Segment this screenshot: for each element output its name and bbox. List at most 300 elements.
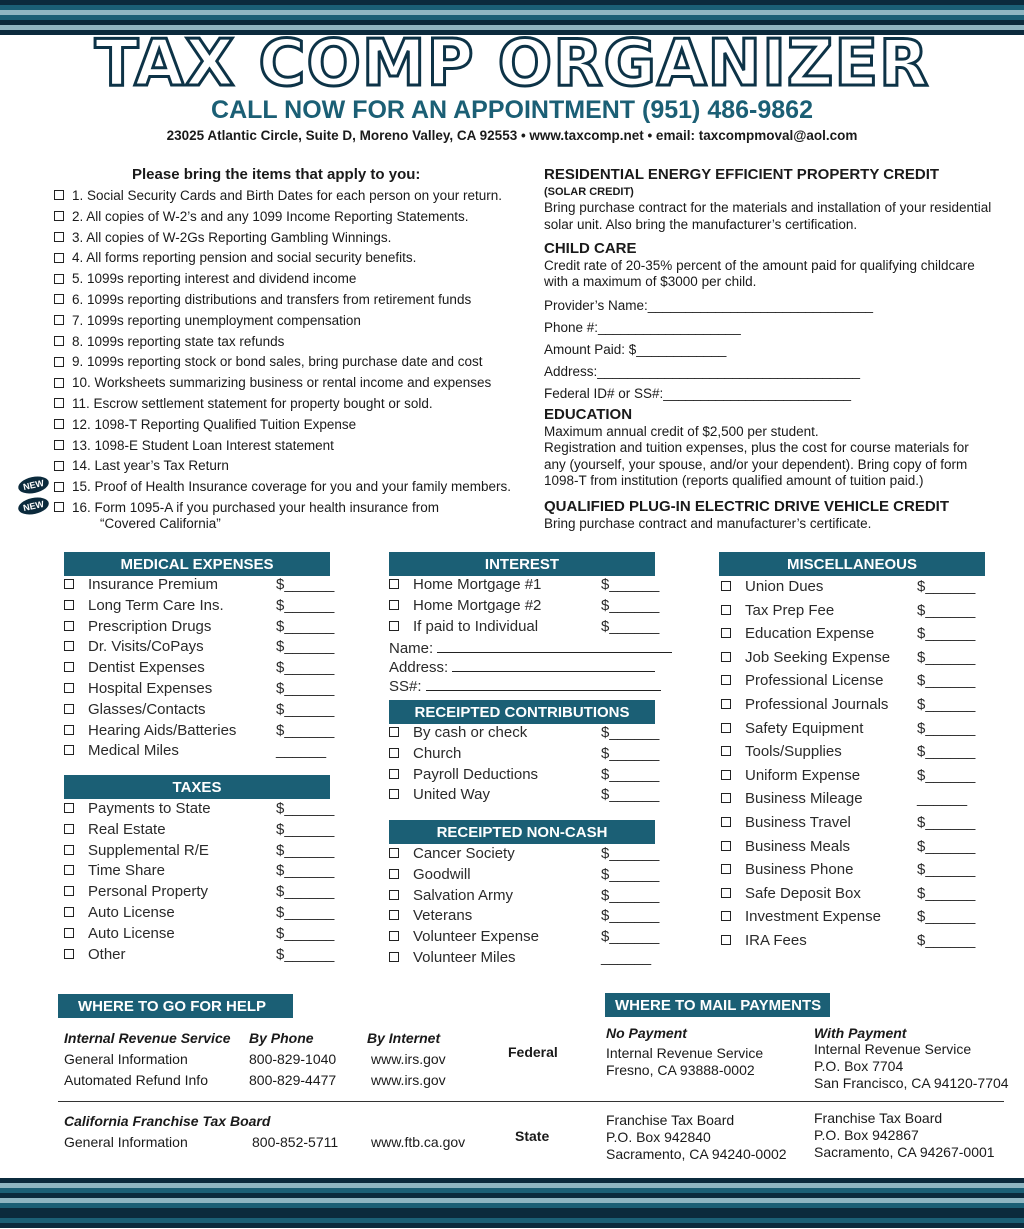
table-row bbox=[389, 744, 660, 766]
row-label: Education Expense bbox=[745, 625, 875, 643]
amount-field[interactable]: $______ bbox=[276, 862, 335, 880]
table-row bbox=[64, 800, 335, 821]
checkbox[interactable] bbox=[64, 579, 74, 589]
amount-field[interactable]: $______ bbox=[601, 886, 660, 904]
amount-field[interactable]: $______ bbox=[917, 861, 976, 879]
checkbox[interactable] bbox=[389, 952, 399, 962]
bring-heading: Please bring the items that apply to you: bbox=[132, 166, 421, 183]
checkbox[interactable] bbox=[54, 232, 64, 242]
amount-field[interactable]: $______ bbox=[917, 837, 976, 855]
no-payment-label: No Payment bbox=[606, 1025, 687, 1041]
table-row bbox=[389, 948, 652, 970]
table-row bbox=[64, 617, 335, 639]
ftb-phone: 800-852-5711 bbox=[252, 1134, 339, 1150]
table-row bbox=[389, 865, 660, 887]
contributions-table bbox=[389, 724, 660, 807]
row-label: Goodwill bbox=[413, 865, 471, 883]
row-label: Glasses/Contacts bbox=[88, 700, 206, 718]
row-label: If paid to Individual bbox=[413, 617, 539, 635]
checkbox[interactable] bbox=[54, 253, 64, 263]
row-label: Salvation Army bbox=[413, 886, 514, 904]
amount-field[interactable]: $______ bbox=[917, 648, 976, 666]
amount-field[interactable]: $______ bbox=[276, 679, 335, 697]
amount-field[interactable]: $______ bbox=[276, 945, 335, 963]
checkbox[interactable] bbox=[721, 581, 731, 591]
amount-field[interactable]: $______ bbox=[276, 800, 335, 817]
checkbox[interactable] bbox=[721, 793, 731, 803]
solar-text: Bring purchase contract for the materials and installation of your residential solar unit. Also bring the manufacturer’s certification. bbox=[544, 200, 992, 232]
federal-id-field[interactable]: Federal ID# or SS#:_________________________ bbox=[544, 385, 852, 401]
checkbox[interactable] bbox=[721, 770, 731, 780]
table-row bbox=[64, 659, 335, 680]
checkbox[interactable] bbox=[54, 440, 64, 450]
row-label: Prescription Drugs bbox=[88, 617, 212, 635]
row-label: Dentist Expenses bbox=[88, 659, 205, 677]
row-label: Investment Expense bbox=[745, 908, 881, 926]
phone-field[interactable]: Phone #:___________________ bbox=[544, 319, 741, 335]
help-header: WHERE TO GO FOR HELP bbox=[58, 994, 293, 1018]
state-no-line2: P.O. Box 942840 bbox=[606, 1129, 711, 1145]
row-label: Veterans bbox=[413, 907, 473, 925]
ftb-label: California Franchise Tax Board bbox=[64, 1113, 271, 1129]
checkbox[interactable] bbox=[389, 931, 399, 941]
row-label: Volunteer Miles bbox=[413, 948, 516, 966]
row-label: IRA Fees bbox=[745, 931, 807, 949]
amount-field[interactable]: $______ bbox=[601, 744, 660, 762]
misc-table bbox=[721, 578, 976, 956]
irs-label: Internal Revenue Service bbox=[64, 1030, 231, 1046]
plugin-section bbox=[544, 499, 994, 532]
list-item bbox=[54, 230, 511, 251]
list-item-text: 13. 1098-E Student Loan Interest statement bbox=[72, 437, 334, 453]
row-label: Cancer Society bbox=[413, 845, 515, 862]
checkbox[interactable] bbox=[721, 652, 731, 662]
checkbox[interactable] bbox=[64, 745, 74, 755]
list-item-text: 7. 1099s reporting unemployment compensation bbox=[72, 312, 361, 328]
interest-field-row bbox=[389, 676, 672, 695]
table-row bbox=[721, 695, 976, 720]
checkbox[interactable] bbox=[721, 864, 731, 874]
ftb-web[interactable]: www.ftb.ca.gov bbox=[371, 1134, 466, 1150]
row-label: Tax Prep Fee bbox=[745, 601, 835, 619]
list-item bbox=[54, 292, 511, 313]
checkbox[interactable] bbox=[389, 890, 399, 900]
provider-name-field[interactable]: Provider’s Name:______________________________ bbox=[544, 297, 874, 313]
list-item bbox=[54, 417, 511, 438]
by-internet-label: By Internet bbox=[367, 1030, 441, 1046]
list-item-text: 2. All copies of W-2’s and any 1099 Income Reporting Statements. bbox=[72, 208, 469, 224]
bottom-stripes bbox=[0, 1178, 1024, 1228]
row-label: Auto License bbox=[88, 903, 175, 921]
table-row bbox=[64, 679, 335, 701]
checkbox[interactable] bbox=[721, 723, 731, 733]
checkbox[interactable] bbox=[721, 911, 731, 921]
new-badge: NEW bbox=[17, 474, 51, 496]
state-no-line3: Sacramento, CA 94240-0002 bbox=[606, 1146, 787, 1162]
checkbox[interactable] bbox=[54, 419, 64, 429]
amount-field[interactable]: $______ bbox=[601, 928, 660, 946]
amount-field[interactable]: $______ bbox=[917, 743, 976, 761]
row-label: Auto License bbox=[88, 924, 175, 942]
interest-field-row bbox=[389, 657, 672, 676]
field-label: SS#: bbox=[389, 678, 422, 696]
medical-header: MEDICAL EXPENSES bbox=[64, 552, 330, 576]
amount-field[interactable]: $______ bbox=[276, 903, 335, 921]
checkbox[interactable] bbox=[54, 336, 64, 346]
amount-field[interactable]: $______ bbox=[276, 924, 335, 942]
list-item-text: 11. Escrow settlement statement for property bought or sold. bbox=[72, 395, 433, 411]
checkbox[interactable] bbox=[389, 727, 399, 737]
table-row bbox=[64, 742, 327, 763]
childcare-section bbox=[544, 241, 994, 405]
amount-field[interactable]: $______ bbox=[601, 907, 660, 925]
appointment-phone: CALL NOW FOR AN APPOINTMENT (951) 486-9862 bbox=[211, 96, 813, 124]
list-item bbox=[54, 396, 511, 417]
amount-field[interactable]: $______ bbox=[276, 820, 335, 838]
table-row bbox=[64, 945, 335, 967]
checkbox[interactable] bbox=[64, 845, 74, 855]
table-row bbox=[721, 648, 976, 673]
row-label: Professional Journals bbox=[745, 695, 889, 713]
row-label: Insurance Premium bbox=[88, 576, 219, 593]
medical-table bbox=[64, 576, 335, 763]
misc-header: MISCELLANEOUS bbox=[719, 552, 985, 576]
checkbox[interactable] bbox=[389, 869, 399, 879]
row-label: Home Mortgage #2 bbox=[413, 596, 542, 614]
row-label: Business Meals bbox=[745, 837, 851, 855]
education-line1: Maximum annual credit of $2,500 per student. bbox=[544, 423, 819, 439]
list-item-text: 15. Proof of Health Insurance coverage for you and your family members. bbox=[72, 479, 511, 495]
table-row bbox=[721, 931, 976, 956]
checkbox[interactable] bbox=[721, 605, 731, 615]
address-field[interactable]: Address:___________________________________ bbox=[544, 363, 861, 379]
row-label: Business Mileage bbox=[745, 790, 863, 808]
table-row bbox=[64, 903, 335, 925]
checkbox[interactable] bbox=[721, 841, 731, 851]
checkbox[interactable] bbox=[389, 748, 399, 758]
amount-field[interactable]: $______ bbox=[917, 766, 976, 784]
irs-refund-web[interactable]: www.irs.gov bbox=[371, 1072, 446, 1088]
checkbox[interactable] bbox=[389, 789, 399, 799]
field-label: Address: bbox=[389, 659, 449, 677]
education-heading: EDUCATION bbox=[544, 406, 633, 423]
checkbox[interactable] bbox=[54, 211, 64, 221]
checkbox[interactable] bbox=[64, 907, 74, 917]
table-row bbox=[389, 597, 672, 618]
row-label: Safety Equipment bbox=[745, 719, 864, 737]
education-section bbox=[544, 407, 994, 490]
row-label: Hospital Expenses bbox=[88, 679, 213, 697]
checkbox[interactable] bbox=[389, 848, 399, 858]
list-item bbox=[54, 271, 511, 292]
checkbox[interactable] bbox=[721, 746, 731, 756]
text-field[interactable] bbox=[437, 638, 672, 653]
fed-no-line1: Internal Revenue Service bbox=[606, 1045, 764, 1061]
childcare-text: Credit rate of 20-35% percent of the amount paid for qualifying childcare with a maximum of $3000 per child. bbox=[544, 257, 975, 289]
taxes-header: TAXES bbox=[64, 775, 330, 799]
checkbox[interactable] bbox=[54, 378, 64, 388]
table-row bbox=[721, 861, 976, 885]
amount-field[interactable]: ______ bbox=[917, 790, 968, 808]
irs-refund-info: Automated Refund Info bbox=[64, 1072, 208, 1088]
checkbox[interactable] bbox=[64, 824, 74, 834]
amount-field[interactable]: $______ bbox=[601, 576, 660, 593]
row-label: Payroll Deductions bbox=[413, 765, 539, 783]
checkbox[interactable] bbox=[389, 910, 399, 920]
list-item-text: 10. Worksheets summarizing business or rental income and expenses bbox=[72, 375, 492, 391]
checkbox[interactable] bbox=[64, 704, 74, 714]
table-row bbox=[721, 908, 976, 932]
checkbox[interactable] bbox=[721, 888, 731, 898]
amount-field[interactable]: $______ bbox=[276, 617, 335, 635]
table-row bbox=[389, 845, 660, 866]
checkbox[interactable] bbox=[54, 502, 64, 512]
table-row bbox=[64, 721, 335, 743]
checkbox[interactable] bbox=[54, 398, 64, 408]
row-label: Hearing Aids/Batteries bbox=[88, 721, 237, 739]
noncash-header: RECEIPTED NON-CASH bbox=[389, 820, 655, 844]
row-label: Real Estate bbox=[88, 820, 166, 838]
row-label: Job Seeking Expense bbox=[745, 648, 891, 666]
checkbox[interactable] bbox=[64, 928, 74, 938]
irs-general-phone: 800-829-1040 bbox=[249, 1051, 337, 1067]
row-label: United Way bbox=[413, 786, 490, 804]
list-item bbox=[22, 478, 511, 500]
table-row bbox=[721, 743, 976, 767]
table-row bbox=[64, 576, 335, 597]
table-row bbox=[721, 719, 976, 744]
state-label: State bbox=[515, 1128, 550, 1144]
state-with-line1: Franchise Tax Board bbox=[814, 1110, 943, 1126]
list-item bbox=[54, 313, 511, 334]
list-item-text: 16. Form 1095-A if you purchased your health insurance from bbox=[72, 499, 439, 515]
table-row bbox=[721, 601, 976, 626]
new-badge: NEW bbox=[17, 495, 51, 517]
list-item-text: 3. All copies of W-2Gs Reporting Gambling Winnings. bbox=[72, 229, 392, 245]
checkbox[interactable] bbox=[64, 621, 74, 631]
checkbox[interactable] bbox=[54, 294, 64, 304]
state-with-line2: P.O. Box 942867 bbox=[814, 1127, 919, 1143]
table-row bbox=[389, 724, 660, 745]
fed-with-line3: San Francisco, CA 94120-7704 bbox=[814, 1075, 1009, 1091]
amount-field[interactable]: $______ bbox=[276, 638, 335, 656]
list-item bbox=[54, 375, 511, 396]
contact-address: 23025 Atlantic Circle, Suite D, Moreno Valley, CA 92553 • www.taxcomp.net • email: taxcompmoval@aol.com bbox=[166, 128, 858, 143]
amount-field[interactable]: $______ bbox=[917, 695, 976, 713]
list-item bbox=[54, 438, 511, 459]
amount-field[interactable]: $______ bbox=[917, 578, 976, 595]
noncash-table bbox=[389, 845, 660, 970]
checkbox[interactable] bbox=[54, 482, 64, 492]
row-label: Home Mortgage #1 bbox=[413, 576, 542, 593]
list-item-continued: “Covered California” bbox=[100, 515, 221, 531]
table-row bbox=[389, 618, 672, 639]
amount-field[interactable]: $______ bbox=[601, 724, 660, 741]
amount-field[interactable]: $______ bbox=[276, 700, 335, 718]
education-line2: Registration and tuition expenses, plus the cost for course materials for any (yourself, your spouse, and/or your dependent). Bring copy of form 1098-T from institution (reports qualified amount of tuition paid.) bbox=[544, 440, 969, 488]
row-label: Volunteer Expense bbox=[413, 928, 539, 946]
table-row bbox=[721, 625, 976, 649]
row-label: Business Phone bbox=[745, 861, 854, 879]
amount-field[interactable]: ______ bbox=[276, 742, 327, 760]
list-item bbox=[54, 209, 511, 230]
childcare-heading: CHILD CARE bbox=[544, 240, 637, 257]
checkbox[interactable] bbox=[64, 725, 74, 735]
checkbox[interactable] bbox=[64, 683, 74, 693]
list-item-text: 12. 1098-T Reporting Qualified Tuition Expense bbox=[72, 416, 357, 432]
text-field[interactable] bbox=[452, 657, 655, 672]
interest-header: INTEREST bbox=[389, 552, 655, 576]
list-item-text: 8. 1099s reporting state tax refunds bbox=[72, 333, 285, 349]
table-row bbox=[721, 578, 976, 602]
row-label: Professional License bbox=[745, 672, 884, 690]
checkbox[interactable] bbox=[721, 699, 731, 709]
field-label: Name: bbox=[389, 640, 434, 658]
list-item bbox=[54, 354, 511, 375]
list-item-text: 4. All forms reporting pension and social security benefits. bbox=[72, 250, 417, 266]
table-row bbox=[721, 672, 976, 696]
checkbox[interactable] bbox=[64, 886, 74, 896]
checkbox[interactable] bbox=[721, 817, 731, 827]
row-label: Safe Deposit Box bbox=[745, 884, 861, 902]
amount-field[interactable]: $______ bbox=[601, 617, 660, 635]
checkbox[interactable] bbox=[54, 315, 64, 325]
amount-field[interactable]: $______ bbox=[917, 813, 976, 831]
list-item bbox=[54, 250, 511, 271]
federal-label: Federal bbox=[508, 1044, 558, 1060]
table-row bbox=[64, 638, 335, 659]
state-with-line3: Sacramento, CA 94267-0001 bbox=[814, 1144, 995, 1160]
amount-field[interactable]: $______ bbox=[601, 596, 660, 614]
state-no-line1: Franchise Tax Board bbox=[606, 1112, 735, 1128]
row-label: Union Dues bbox=[745, 578, 824, 595]
list-item-text: 6. 1099s reporting distributions and transfers from retirement funds bbox=[72, 291, 472, 307]
amount-paid-field[interactable]: Amount Paid: $____________ bbox=[544, 341, 727, 357]
checkbox[interactable] bbox=[721, 675, 731, 685]
table-row bbox=[389, 886, 660, 908]
amount-field[interactable]: $______ bbox=[917, 625, 976, 643]
list-item-text: 9. 1099s reporting stock or bond sales, bring purchase date and cost bbox=[72, 354, 483, 370]
irs-general-info: General Information bbox=[64, 1051, 188, 1067]
by-phone-label: By Phone bbox=[249, 1030, 314, 1046]
irs-general-web[interactable]: www.irs.gov bbox=[371, 1051, 446, 1067]
solar-subheading: (SOLAR CREDIT) bbox=[544, 185, 634, 198]
checkbox[interactable] bbox=[54, 461, 64, 471]
contributions-header: RECEIPTED CONTRIBUTIONS bbox=[389, 700, 655, 724]
table-row bbox=[389, 907, 660, 928]
table-row bbox=[389, 928, 660, 949]
amount-field[interactable]: $______ bbox=[917, 601, 976, 619]
row-label: Long Term Care Ins. bbox=[88, 596, 224, 614]
divider bbox=[58, 1101, 1004, 1102]
amount-field[interactable]: $______ bbox=[276, 883, 335, 901]
table-row bbox=[721, 813, 976, 838]
amount-field[interactable]: $______ bbox=[917, 908, 976, 926]
list-item bbox=[54, 188, 511, 209]
row-label: Church bbox=[413, 744, 462, 762]
taxes-table bbox=[64, 800, 335, 966]
amount-field[interactable]: $______ bbox=[601, 765, 660, 783]
checkbox[interactable] bbox=[54, 190, 64, 200]
table-row bbox=[721, 837, 976, 862]
plugin-heading: QUALIFIED PLUG-IN ELECTRIC DRIVE VEHICLE CREDIT bbox=[544, 498, 950, 515]
interest-table bbox=[389, 576, 672, 695]
amount-field[interactable]: $______ bbox=[276, 841, 335, 859]
checkbox[interactable] bbox=[389, 600, 399, 610]
text-field[interactable] bbox=[426, 676, 661, 691]
bring-list bbox=[22, 188, 511, 537]
amount-field[interactable]: $______ bbox=[601, 786, 660, 804]
row-label: Medical Miles bbox=[88, 742, 179, 760]
table-row bbox=[721, 766, 976, 791]
fed-with-line2: P.O. Box 7704 bbox=[814, 1058, 904, 1074]
amount-field[interactable]: $______ bbox=[917, 672, 976, 690]
checkbox[interactable] bbox=[389, 579, 399, 589]
table-row bbox=[64, 883, 335, 904]
checkbox[interactable] bbox=[54, 357, 64, 367]
fed-no-line2: Fresno, CA 93888-0002 bbox=[606, 1062, 755, 1078]
amount-field[interactable]: $______ bbox=[276, 576, 335, 593]
amount-field[interactable]: $______ bbox=[917, 884, 976, 902]
table-row bbox=[64, 862, 335, 883]
checkbox[interactable] bbox=[64, 865, 74, 875]
checkbox[interactable] bbox=[721, 628, 731, 638]
checkbox[interactable] bbox=[64, 600, 74, 610]
row-label: Payments to State bbox=[88, 800, 211, 817]
list-item-text: 14. Last year’s Tax Return bbox=[72, 458, 229, 474]
checkbox[interactable] bbox=[389, 621, 399, 631]
table-row bbox=[64, 841, 335, 863]
table-row bbox=[389, 765, 660, 787]
page-title: TAX COMP ORGANIZER bbox=[94, 27, 930, 101]
amount-field[interactable]: $______ bbox=[601, 845, 660, 862]
fed-with-line1: Internal Revenue Service bbox=[814, 1041, 972, 1057]
solar-heading: RESIDENTIAL ENERGY EFFICIENT PROPERTY CREDIT bbox=[544, 166, 940, 183]
amount-field[interactable]: $______ bbox=[917, 719, 976, 737]
amount-field[interactable]: $______ bbox=[917, 931, 976, 949]
table-row bbox=[721, 790, 968, 814]
row-label: Business Travel bbox=[745, 813, 851, 831]
checkbox[interactable] bbox=[64, 803, 74, 813]
row-label: Time Share bbox=[88, 862, 165, 880]
list-item-text: 1. Social Security Cards and Birth Dates for each person on your return. bbox=[72, 188, 502, 203]
table-row bbox=[389, 786, 660, 807]
table-row bbox=[64, 700, 335, 722]
interest-field-row bbox=[389, 638, 672, 657]
checkbox[interactable] bbox=[64, 662, 74, 672]
with-payment-label: With Payment bbox=[814, 1025, 907, 1041]
mail-header: WHERE TO MAIL PAYMENTS bbox=[605, 993, 830, 1017]
list-item bbox=[54, 334, 511, 355]
amount-field[interactable]: $______ bbox=[276, 721, 335, 739]
row-label: Uniform Expense bbox=[745, 766, 861, 784]
checkbox[interactable] bbox=[54, 274, 64, 284]
row-label: By cash or check bbox=[413, 724, 528, 741]
table-row bbox=[64, 924, 335, 946]
checkbox[interactable] bbox=[389, 769, 399, 779]
checkbox[interactable] bbox=[64, 641, 74, 651]
row-label: Dr. Visits/CoPays bbox=[88, 638, 204, 656]
amount-field[interactable]: $______ bbox=[601, 865, 660, 883]
amount-field[interactable]: ______ bbox=[601, 948, 652, 966]
checkbox[interactable] bbox=[64, 949, 74, 959]
amount-field[interactable]: $______ bbox=[276, 659, 335, 677]
checkbox[interactable] bbox=[721, 935, 731, 945]
amount-field[interactable]: $______ bbox=[276, 596, 335, 614]
irs-refund-phone: 800-829-4477 bbox=[249, 1072, 337, 1088]
table-row bbox=[64, 820, 335, 842]
table-row bbox=[721, 884, 976, 909]
